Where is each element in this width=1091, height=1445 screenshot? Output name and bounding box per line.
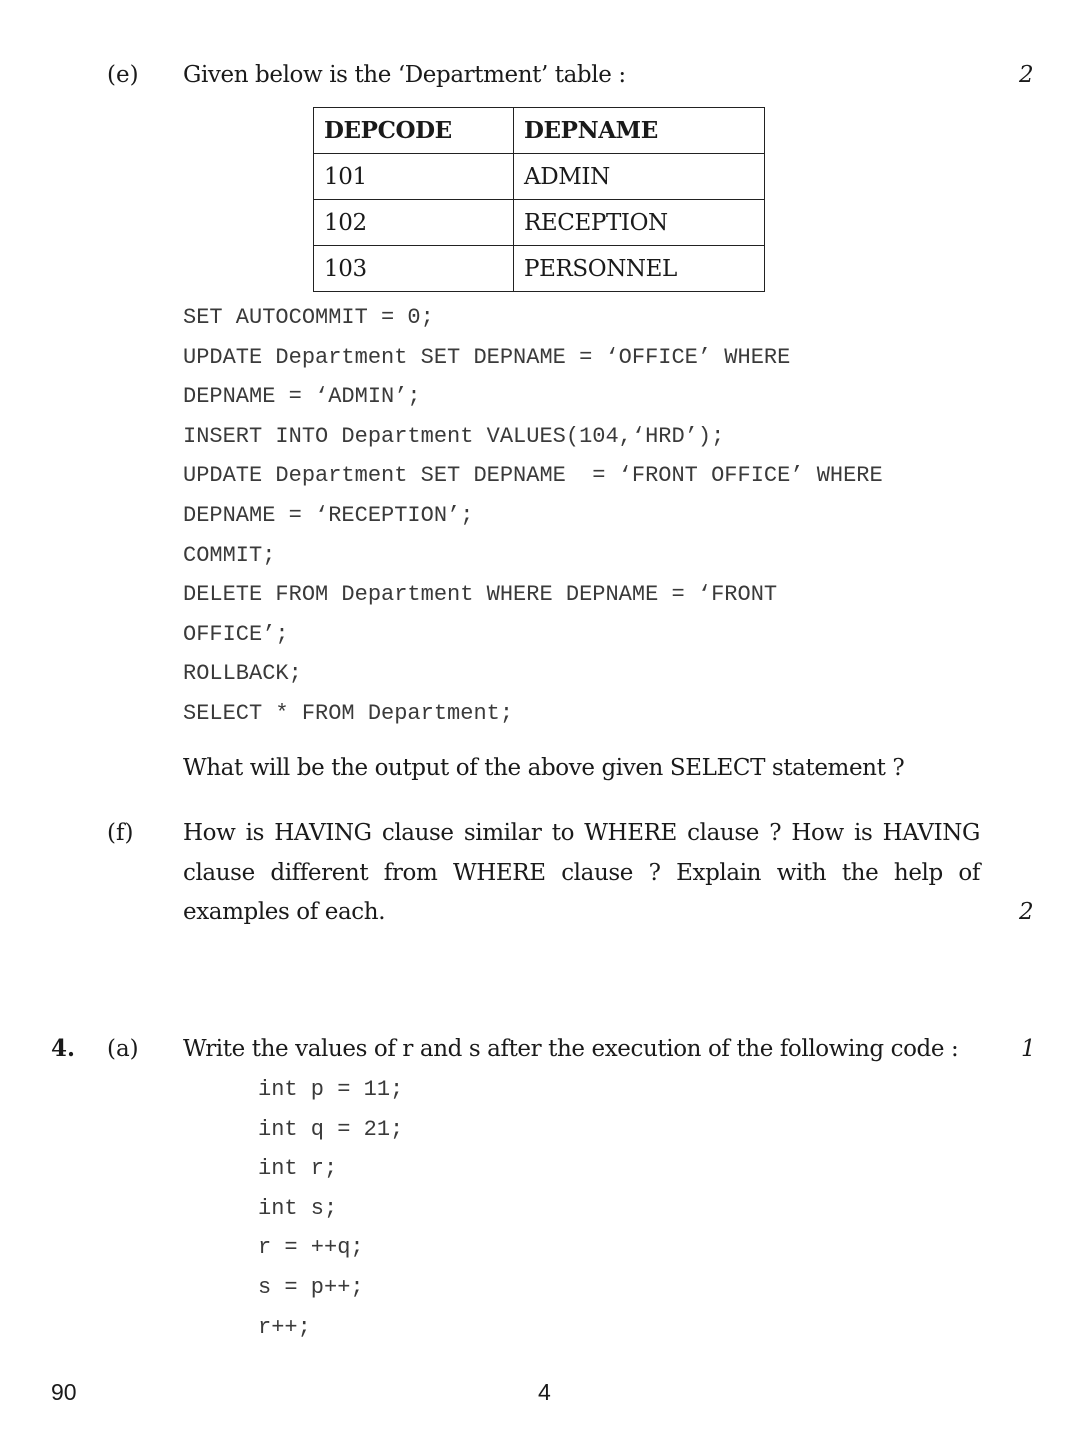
q4a-label: (a) (107, 1036, 139, 1062)
code-line: INSERT INTO Department VALUES(104,‘HRD’); (183, 423, 725, 449)
table-row (314, 246, 765, 292)
table-cell: 101 (314, 154, 514, 200)
q4a-marks: 1 (1021, 1036, 1036, 1062)
code-line: DELETE FROM Department WHERE DEPNAME = ‘FRONT (183, 582, 778, 608)
q4-number: 4. (51, 1035, 76, 1062)
code-line: OFFICE’; (183, 621, 289, 647)
q3e-label: (e) (107, 62, 139, 88)
table-header-cell: DEPNAME (514, 108, 765, 154)
q3e-question: What will be the output of the above given SELECT statement ? (183, 755, 905, 781)
table-cell: PERSONNEL (514, 246, 765, 292)
code-line: DEPNAME = ‘ADMIN’; (183, 384, 421, 410)
q3f-text: How is HAVING clause similar to WHERE clause ? How is HAVING clause different from WHERE clause ? Explain with the help of examples of each. (183, 820, 980, 925)
code-line: int s; (258, 1195, 338, 1221)
code-line: UPDATE Department SET DEPNAME = ‘FRONT OFFICE’ WHERE (183, 463, 883, 489)
table-cell: ADMIN (514, 154, 765, 200)
code-line: int q = 21; (258, 1116, 404, 1142)
page-number: 4 (538, 1379, 551, 1405)
code-line: SELECT * FROM Department; (183, 700, 514, 726)
table-cell: 103 (314, 246, 514, 292)
q3f-marks: 2 (1019, 899, 1034, 925)
code-line: int p = 11; (258, 1077, 404, 1102)
code-line: DEPNAME = ‘RECEPTION’; (183, 502, 474, 528)
code-line: r++; (258, 1314, 311, 1340)
q4a-text: Write the values of r and s after the execution of the following code : (183, 1036, 959, 1062)
table-header-row (314, 108, 765, 154)
table-row (314, 154, 765, 200)
q3e-intro: Given below is the ‘Department’ table : (183, 62, 626, 88)
q3e-code-block (183, 303, 883, 739)
table-row (314, 200, 765, 246)
code-line: ROLLBACK; (183, 661, 302, 687)
code-line: int r; (258, 1156, 338, 1182)
code-line: COMMIT; (183, 542, 276, 568)
code-line: UPDATE Department SET DEPNAME = ‘OFFICE’ WHERE (183, 344, 791, 370)
department-table (313, 107, 765, 292)
paper-code: 90 (51, 1379, 77, 1405)
q3e-marks: 2 (1019, 62, 1034, 88)
q3f-label: (f) (107, 820, 134, 846)
q4a-code-block (258, 1075, 403, 1352)
table-cell: 102 (314, 200, 514, 246)
code-line: s = p++; (258, 1274, 364, 1300)
table-cell: RECEPTION (514, 200, 765, 246)
table-header-cell: DEPCODE (314, 108, 514, 154)
code-line: r = ++q; (258, 1235, 364, 1261)
code-line: SET AUTOCOMMIT = 0; (183, 305, 434, 330)
